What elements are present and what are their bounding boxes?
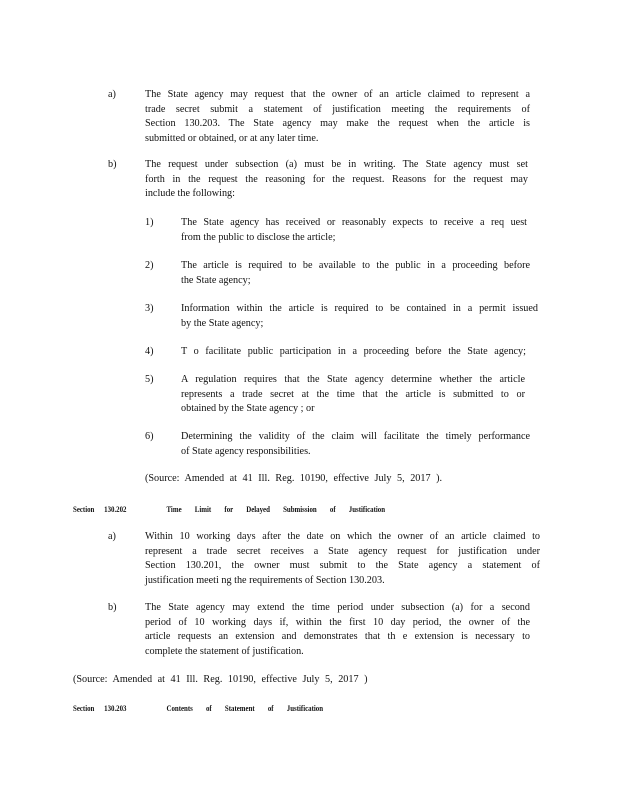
para-b-text [145,158,528,202]
text-line: trade secret submit a statement of justification meeting the requirements of [145,103,530,115]
text-line: obtained by the State agency ; or [181,403,315,414]
text-line: The State agency may request that the owner of an article claimed to represent a [145,89,530,100]
para-202a-marker: a) [108,531,116,542]
text-line: represents a trade secret at the time that the article is submitted to or [181,388,525,400]
text-line: The request under subsection (a) must be in writing. The State agency must set [145,159,528,170]
text-line: period of 10 working days if, within the first 10 day period, the owner of the [145,616,530,628]
text-line: Section 130.203. The State agency may make the request when the article is [145,118,530,129]
section-number: 130.202 [104,505,127,514]
para-a-text [145,88,530,146]
section-label: Section [73,704,95,713]
text-line: Determining the validity of the claim will facilitate the timely performance [181,431,530,442]
para-202b-text [145,601,530,659]
text-line: complete the statement of justification. [145,645,304,657]
text-line: include the following: [145,188,235,199]
sub-item-6-text [181,430,530,459]
text-line: article requests an extension and demonstrates that th e extension is necessary to [145,631,530,642]
section-label: Section [73,505,95,514]
sub-item-6-marker: 6) [145,431,154,442]
sub-item-2-text [181,259,530,288]
section-203-heading [73,703,434,715]
section-number: 130.203 [104,704,127,713]
sub-item-1-text [181,216,527,245]
text-line: the State agency; [181,274,251,286]
text-line: from the public to disclose the article; [181,231,336,243]
sub-item-4-marker: 4) [145,346,154,357]
sub-item-3-text [181,302,538,331]
sub-item-5-text [181,373,525,417]
text-line: A regulation requires that the State agency determine whether the article [181,374,525,385]
text-line: justification meeti ng the requirements of Section 130.203. [145,574,385,586]
para-202b-marker: b) [108,602,117,613]
text-line: The State agency has received or reasonably expects to receive a req uest [181,217,527,228]
sub-item-5-marker: 5) [145,374,154,385]
source-note-1: (Source: Amended at 41 Ill. Reg. 10190, effective July 5, 2017 ). [145,473,443,484]
section-title: Time Limit for Delayed Submission of Justification [166,505,386,514]
sub-item-3-marker: 3) [145,303,154,314]
text-line: Section 130.201, the owner must submit to the State agency a statement of [145,560,540,571]
text-line: represent a trade secret receives a State agency request for justification under [145,545,540,557]
para-202a-text [145,530,540,588]
text-line: submitted or obtained, or at any later time. [145,132,319,144]
text-line: T o facilitate public participation in a proceeding before the State agency; [181,346,526,357]
text-line: The article is required to be available to the public in a proceeding before [181,260,530,271]
para-a-marker: a) [108,89,116,100]
text-line: Within 10 working days after the date on which the owner of an article claimed to [145,531,540,542]
text-line: The State agency may extend the time period under subsection (a) for a second [145,602,530,613]
section-202-heading [73,504,434,516]
text-line: of State agency responsibilities. [181,445,311,457]
sub-item-4-text [181,345,526,360]
para-b-marker: b) [108,159,117,170]
text-line: Information within the article is required to be contained in a permit issued [181,303,538,314]
sub-item-1-marker: 1) [145,217,154,228]
text-line: by the State agency; [181,317,264,329]
section-title: Contents of Statement of Justification [166,704,324,713]
source-note-2: (Source: Amended at 41 Ill. Reg. 10190, effective July 5, 2017 ) [73,674,368,685]
sub-item-2-marker: 2) [145,260,154,271]
text-line: forth in the request the reasoning for the request. Reasons for the request may [145,173,528,185]
